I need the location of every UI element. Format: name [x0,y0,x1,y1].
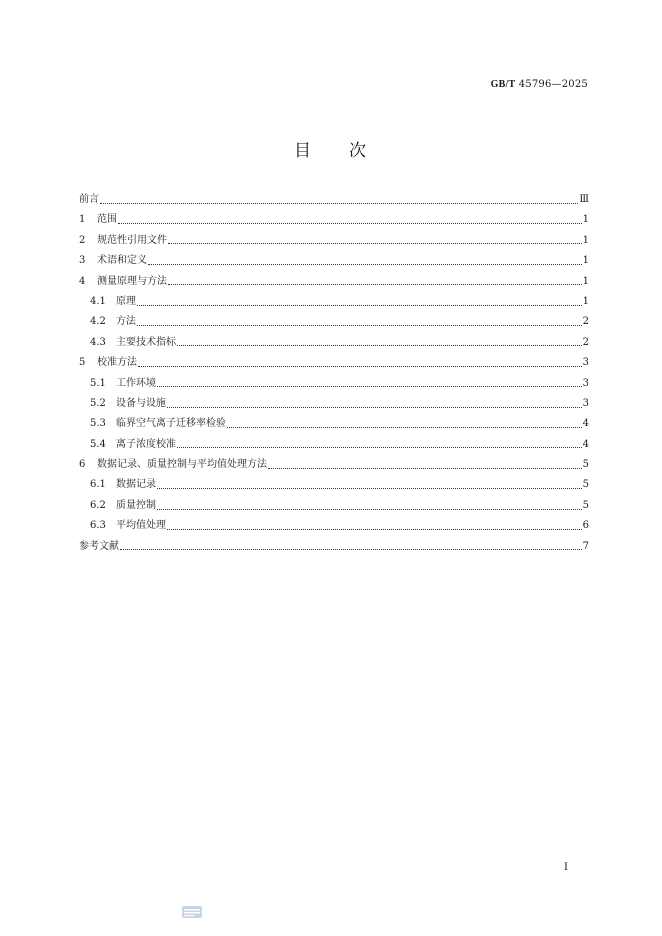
toc-entry-page: 4 [582,418,589,430]
page-number: Ⅰ [564,862,568,873]
toc-entry[interactable] [79,231,589,251]
toc-entry[interactable] [79,374,589,394]
toc-entry-number: 2 [79,234,86,246]
toc-entry-number: 4.1 [90,295,106,307]
toc-entry-title: 平均值处理 [116,520,166,532]
toc-entry-title: 范围 [97,214,117,226]
toc-entry[interactable] [79,292,589,312]
toc-leader-dots [177,345,582,346]
toc-leader-dots [118,223,582,224]
toc-entry-title: 数据记录 [116,479,156,491]
toc-entry-title: 临界空气离子迁移率检验 [116,418,226,430]
toc-leader-dots [148,264,582,265]
toc-entry-title: 校准方法 [97,357,137,369]
toc-entry[interactable] [79,496,589,516]
toc-entry[interactable] [79,455,589,475]
toc-entry[interactable] [79,251,589,271]
toc-leader-dots [157,488,582,489]
toc-entry-page: 5 [582,459,589,471]
toc-leader-dots [138,366,582,367]
toc-entry-number: 4.3 [90,336,106,348]
toc-entry-page: Ⅲ [579,194,589,205]
toc-entry[interactable] [79,312,589,332]
toc-entry[interactable] [79,272,589,292]
toc-entry[interactable] [79,537,589,557]
publisher-logo-icon [182,906,202,918]
toc-entry-title: 测量原理与方法 [97,275,167,287]
table-of-contents [79,190,589,557]
toc-leader-dots [177,447,582,448]
toc-leader-dots [167,407,582,408]
page-title [0,136,662,161]
toc-entry-title: 前言 [79,194,99,205]
toc-entry-title: 设备与设施 [116,397,166,409]
toc-entry[interactable] [79,516,589,536]
toc-entry-number: 5.2 [90,397,106,409]
toc-entry-number: 4.2 [90,316,106,328]
toc-leader-dots [167,529,582,530]
toc-entry-page: 2 [582,316,589,328]
toc-entry-number: 6.3 [90,520,106,532]
toc-entry-number: 5.1 [90,377,106,389]
toc-entry-page: 1 [582,234,589,246]
toc-entry-page: 2 [582,336,589,348]
toc-entry-page: 4 [582,438,589,450]
toc-entry-title: 质量控制 [116,499,156,511]
toc-entry-number: 1 [79,214,86,226]
toc-entry-page: 1 [582,275,589,287]
toc-entry-number: 4 [79,275,86,287]
toc-entry-page: 3 [582,397,589,409]
toc-entry[interactable] [79,333,589,353]
toc-entry-page: 6 [582,520,589,532]
toc-leader-dots [168,284,582,285]
toc-entry[interactable] [79,435,589,455]
toc-entry-page: 1 [582,295,589,307]
toc-entry-number: 3 [79,255,86,267]
toc-entry-title: 方法 [116,316,136,328]
toc-leader-dots [137,325,582,326]
toc-leader-dots [157,386,582,387]
toc-leader-dots [137,305,582,306]
toc-entry-title: 主要技术指标 [116,336,176,348]
toc-entry-page: 3 [582,357,589,369]
toc-entry-number: 5.3 [90,418,106,430]
toc-leader-dots [100,203,578,204]
standard-number: 45796—2025 [518,79,588,90]
toc-entry-title: 原理 [116,295,136,307]
toc-leader-dots [268,468,582,469]
toc-entry-page: 1 [582,214,589,226]
toc-entry-number: 6.2 [90,499,106,511]
toc-entry[interactable] [79,210,589,230]
toc-entry-number: 6.1 [90,479,106,491]
toc-entry-title: 数据记录、质量控制与平均值处理方法 [97,459,267,471]
toc-entry-page: 5 [582,499,589,511]
toc-entry-title: 术语和定义 [97,255,147,267]
toc-entry-number: 5.4 [90,438,106,450]
toc-entry-page: 5 [582,479,589,491]
title-part-1: 目 [294,141,313,161]
toc-entry-title: 离子浓度校准 [116,438,176,450]
standard-prefix: GB/T [490,79,516,90]
toc-entry-title: 工作环境 [116,377,156,389]
toc-entry-page: 7 [582,540,589,552]
toc-entry[interactable] [79,190,589,210]
toc-leader-dots [120,549,582,550]
toc-entry[interactable] [79,394,589,414]
toc-entry-page: 3 [582,377,589,389]
toc-entry[interactable] [79,353,589,373]
toc-entry-page: 1 [582,255,589,267]
title-part-2: 次 [349,141,368,161]
toc-entry[interactable] [79,414,589,434]
toc-leader-dots [168,243,582,244]
toc-entry-number: 6 [79,459,86,471]
document-code [491,79,588,90]
toc-entry-number: 5 [79,357,86,369]
toc-entry-title: 参考文献 [79,540,119,552]
toc-entry-title: 规范性引用文件 [97,234,167,246]
toc-leader-dots [227,427,582,428]
toc-entry[interactable] [79,475,589,495]
toc-leader-dots [157,509,582,510]
